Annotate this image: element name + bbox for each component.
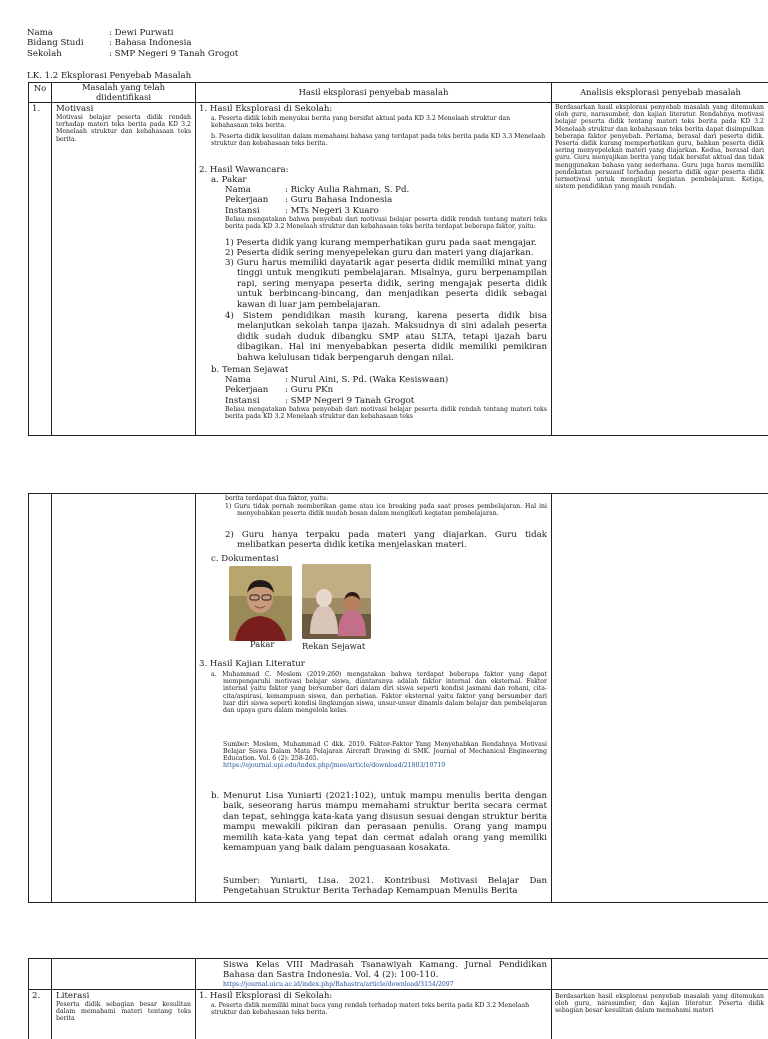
section-1-item-a: a. Peserta didik lebih menyukai berita yang bersifat aktual pada KD 3.2 Menelaah struktur dan kebahasaan teks berita. [211, 115, 511, 130]
row-title: Literasi [56, 991, 90, 1001]
literature-a-source: Sumber: Moslem, Muhammad C dkk. 2019. Faktor-Faktor Yang Menyebabkan Rendahnya Motivasi Belajar Siswa Dalam Mata Pelajaran Aircraft Drawing di SMK. Journal of Mechanical Engineering Education. Vol. 6 (2): 258-265. [223, 741, 547, 763]
row-description: Motivasi belajar peserta didik rendah terhadap materi teks berita pada KD 3.2 Menelaah struktur dan kebahasaan teks berita. [56, 114, 191, 143]
tsj-nama: Nama : Nurul Aini, S. Pd. (Waka Kesiswaan) [225, 375, 449, 385]
tsj-pekerjaan: Pekerjaan : Guru PKn [225, 385, 334, 396]
interview-pakar: a. Pakar [211, 175, 247, 185]
row-number: 2. [32, 991, 41, 1001]
section-1-item-a: a. Peserta didik memiliki minat baca yang rendah terhadap materi teks berita pada KD 3.2 Menelaah struktur dan kebahasaan teks berita. [211, 1002, 530, 1017]
table-page-3 [28, 958, 768, 1039]
header-masalah-line1: Masalah yang telah [81, 82, 166, 92]
tsj-point-2: 2) Guru hanya terpaku pada materi yang diajarkan. Guru tidak melibatkan peserta didik ketika menjelaskan materi. [225, 530, 547, 551]
teman-sejawat-identity [225, 375, 547, 406]
analisis-text: Berdasarkan hasil eksplorasi penyebab masalah yang ditemukan oleh guru, narasumber, dan kajian literatur. Rendahnya motivasi belajar peserta didik tentang materi teks berita pada KD 3.2 Menelaah struktur dan kebahasaan teks berita dapat disimpulkan beberapa faktor penyebab. Pertama, berasal dari peserta didik. Peserta didik kurang memperhatikan guru, bahkan peserta didik sering menyepelekan materi yang diajarkan. Kedua, berasal dari guru. Guru menyajikan berita yang tidak bersifat aktual dan tidak menggunakan bahasa yang sederhana. Guru juga harus memiliki pendekatan persuasif terhadap peserta didik agar peserta didik termotivasi untuk mengikuti kegiatan pembelajaran. Ketiga, sistem pendidikan yang masih rendah. [555, 104, 764, 191]
column-no [29, 494, 52, 902]
section-1-item-b: b. Peserta didik kesulitan dalam memahami bahasa yang terdapat pada teks berita pada KD 3.3 Menelaah struktur dan kebahasaan teks berita. [211, 133, 546, 148]
pakar-point-1: 1) Peserta didik yang kurang memperhatikan guru pada saat mengajar. [225, 238, 537, 248]
header-row-name [27, 28, 238, 38]
header-row-school [27, 49, 238, 59]
literature-b-link[interactable]: https://journal.uicu.ac.id/index.php/Bahastra/article/download/3154/2097 [223, 981, 454, 988]
pakar-instansi: Instansi : MTs Negeri 3 Kuaro [225, 205, 379, 216]
caption-rekan-sejawat: Rekan Sejawat [302, 641, 366, 651]
table-page-1 [28, 82, 768, 436]
section-1-title: 1. Hasil Eksplorasi di Sekolah: [199, 104, 333, 114]
section-1-title: 1. Hasil Eksplorasi di Sekolah: [199, 991, 333, 1001]
header-row-subject [27, 38, 238, 48]
header-label: Sekolah [27, 48, 62, 59]
header-analisis: Analisis eksplorasi penyebab masalah [580, 87, 741, 97]
header-hasil: Hasil eksplorasi penyebab masalah [298, 87, 449, 97]
pakar-point-3: 3) Guru harus memiliki dayatarik agar peserta didik memiliki minat yang tinggi untuk mengikuti pembelajaran. Misalnya, guru berpenampilan rapi, sering menyapa peserta didik, sering mengajak peserta didik untuk berbincang-bincang, dan menjadikan peserta didik sebagai kawan di luar jam pembelajaran. [225, 258, 547, 310]
photo-pakar [229, 566, 292, 641]
pakar-identity [225, 185, 547, 216]
photo-rekan-sejawat [302, 564, 371, 639]
pakar-intro: Beliau mengatakan bahwa penyebab dari motivasi belajar peserta didik rendah tentang materi teks berita pada KD 3.2 Menelaah struktur dan kebahasaan teks berita terdapat beberapa faktor, yaitu: [225, 216, 547, 231]
table-page-2 [28, 493, 768, 903]
row-number: 1. [32, 104, 41, 114]
header-value: : SMP Negeri 9 Tanah Grogot [109, 48, 239, 59]
caption-pakar: Pakar [250, 639, 275, 649]
literature-b: b. Menurut Lisa Yuniarti (2021:102), untuk mampu menulis berita dengan baik, seseorang harus mampu memahami struktur berita secara cermat dan tepat, sehingga kata-kata yang disusun sesuai dengan struktur berita mampu mewakili pikiran dan perasaan penulis. Orang yang mampu memilih kata-kata yang tepat dan cermat adalah orang yang memiliki kemampuan yang baik dalam penguasaan kosakata. [211, 791, 547, 854]
section-2-title: 2. Hasil Wawancara: [199, 165, 289, 175]
teman-sejawat-intro-continued: berita terdapat dua faktor, yaitu: [225, 495, 329, 502]
literature-b-source: Sumber: Yuniarti, Lisa. 2021. Kontribusi Motivasi Belajar Dan Pengetahuan Struktur Berita Terhadap Kemampuan Menulis Berita [223, 876, 547, 897]
section-3-title: 3. Hasil Kajian Literatur [199, 659, 305, 669]
pakar-point-4: 4) Sistem pendidikan masih kurang, karena peserta didik bisa melanjutkan sekolah tanpa ijazah. Maksudnya di sini adalah peserta didik sudah duduk dibangku SMP atau SLTA, tetapi ijazah baru dibagikan. Hal ini menyebabkan peserta didik memiliki pemikiran bahwa kelulusan tidak berpengaruh dengan nilai. [225, 311, 547, 363]
literature-b-source-continued: Siswa Kelas VIII Madrasah Tsanawiyah Kamang. Jurnal Pendidikan Bahasa dan Sastra Indonesia. Vol. 4 (2): 100-110. [223, 960, 547, 981]
header-value: : Dewi Purwati [109, 28, 174, 38]
header-no: No [33, 83, 47, 93]
header-value: : Bahasa Indonesia [109, 38, 192, 49]
literature-a: a. Muhammad C. Moslem (2019:260) mengatakan bahwa terdapat beberapa faktor yang dapat mempengaruhi motivasi belajar siswa, diantaranya adalah faktor internal dan eksternal. Faktor internal yaitu faktor yang bersumber dari dalam diri siswa seperti kondisi jasmani dan rohani, cita-cita/aspirasi, kemampuan siswa, dan perhatian. Faktor eksternal yaitu faktor yang bersumber dari luar diri siswa seperti kondisi lingkungan siswa, unsur-unsur dinamis dalam belajar dan pembelajaran dan upaya guru dalam mengelola kelas. [211, 671, 547, 715]
header-label: Bidang Studi [27, 38, 84, 49]
sheet-title: LK. 1.2 Eksplorasi Penyebab Masalah [27, 71, 192, 81]
header-masalah [52, 83, 195, 102]
interview-teman-sejawat: b. Teman Sejawat [211, 365, 289, 375]
dokumentasi-title: c. Dokumentasi [211, 554, 279, 564]
tsj-point-1: 1) Guru tidak pernah memberikan game atau ice breaking pada saat proses pembelajaran. Hal ini menyebabkan peserta didik mudah bosan dalam mengikuti kegiatan pembelajaran. [225, 503, 547, 518]
pakar-pekerjaan: Pekerjaan : Guru Bahasa Indonesia [225, 195, 393, 206]
tsj-instansi: Instansi : SMP Negeri 9 Tanah Grogot [225, 395, 415, 406]
column-masalah [52, 494, 196, 902]
pakar-point-2: 2) Peserta didik sering menyepelekan guru dan materi yang diajarkan. [225, 248, 534, 258]
literature-a-link[interactable]: https://ejournal.upi.edu/index.php/jmee/article/download/21803/10719 [223, 762, 446, 769]
column-analisis [552, 494, 768, 902]
identity-header [27, 28, 238, 59]
teman-sejawat-intro: Beliau mengatakan bahwa penyebab dari motivasi belajar peserta didik rendah tentang materi teks berita pada KD 3.2 Menelaah struktur dan kebahasaan teks [225, 406, 547, 421]
analisis-text: Berdasarkan hasil eksplorasi penyebab masalah yang ditemukan oleh guru, narasumber, dan kajian literatur. Peserta didik sebagian besar kesulitan dalam memahami materi [555, 993, 764, 1015]
header-label: Nama [27, 28, 53, 38]
column-no [29, 83, 52, 435]
row-description: Peserta didik sebagian besar kesulitan dalam memahami materi tentang teks berita [56, 1001, 191, 1023]
pakar-nama: Nama : Ricky Aulia Rahman, S. Pd. [225, 185, 410, 195]
header-masalah-line2: diidentifikasi [95, 91, 152, 102]
row-title: Motivasi [56, 104, 94, 114]
row-divider [29, 989, 768, 990]
